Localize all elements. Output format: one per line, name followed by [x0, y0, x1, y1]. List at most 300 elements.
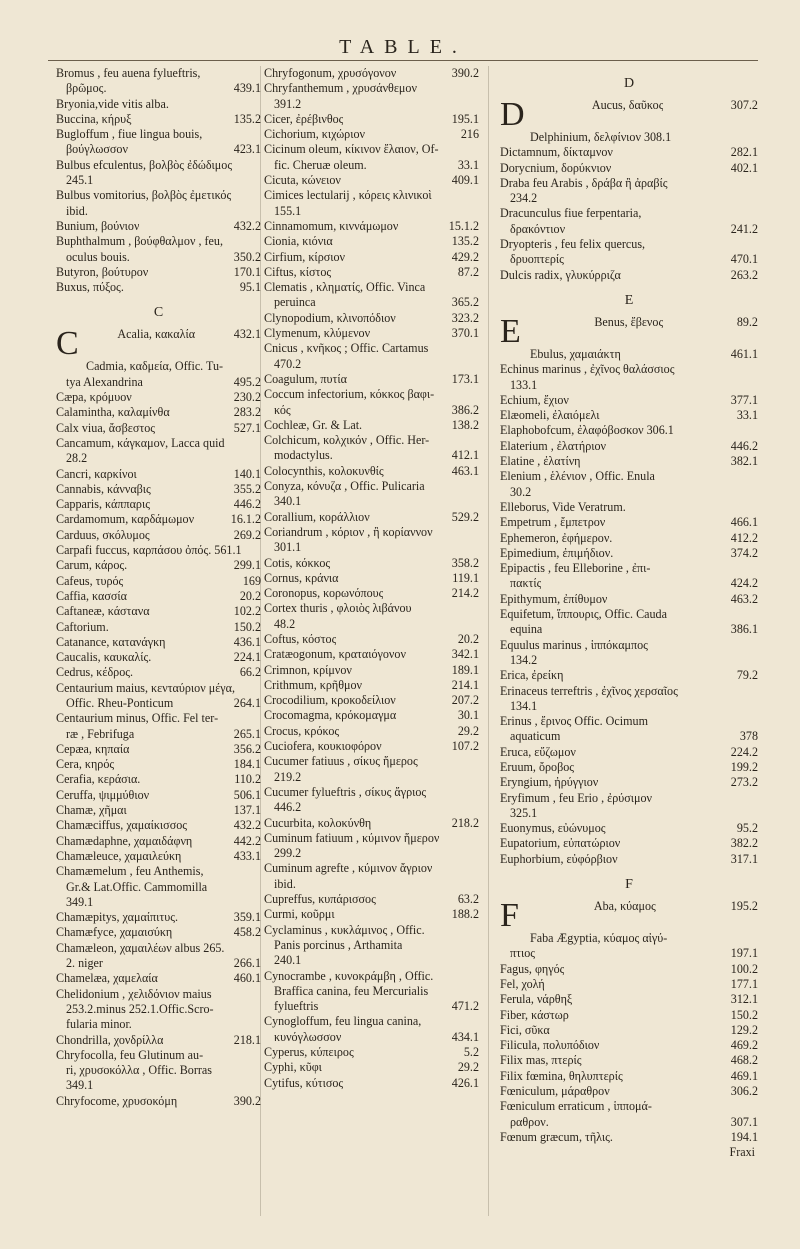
- entry-term: 253.2.minus 252.1.Offic.Scro-: [66, 1001, 214, 1016]
- index-entry: [500, 760, 758, 775]
- index-entry: [56, 280, 261, 295]
- index-entry: [264, 601, 479, 616]
- index-entry: [264, 403, 479, 418]
- index-page: [48, 30, 758, 1220]
- index-entry: [500, 454, 758, 469]
- entry-page-number: [258, 451, 261, 466]
- index-entry: [500, 423, 758, 438]
- index-entry: [264, 877, 479, 892]
- index-entry: [56, 512, 261, 527]
- index-entry: [500, 176, 758, 191]
- entry-term: Caffia, κασσία: [56, 588, 127, 603]
- index-entry: [264, 387, 479, 402]
- entry-term: Elæomeli, ἐλαιόμελι: [500, 408, 600, 423]
- entry-term: Caftorium.: [56, 619, 109, 634]
- index-entry: [56, 1063, 261, 1078]
- drop-initial: F: [500, 897, 519, 935]
- entry-term: Ephemeron, ἐφήμερον.: [500, 530, 613, 545]
- entry-term: Cerafia, κεράσια.: [56, 772, 141, 787]
- index-entry: [500, 946, 758, 961]
- index-entry: [56, 818, 261, 833]
- entry-term: Crithmum, κρῆθμον: [264, 677, 363, 692]
- index-entry: [264, 372, 479, 387]
- entry-term: Bulbus efculentus, βολβὸς ἐδώδιμος: [56, 157, 233, 172]
- index-entry: [500, 1084, 758, 1099]
- entry-page-number: 263.2: [730, 267, 758, 282]
- entry-term: 219.2: [274, 769, 302, 784]
- entry-page-number: 527.1: [233, 420, 261, 435]
- entry-term: Carum, κάρος.: [56, 558, 128, 573]
- index-entry: [500, 821, 758, 836]
- entry-term: Cratæogonum, κραταιόγονον: [264, 647, 406, 662]
- section-letter: E: [624, 292, 634, 308]
- entry-page-number: [755, 191, 758, 206]
- entry-page-number: [258, 1017, 261, 1032]
- entry-page-number: 16.1.2: [230, 512, 261, 527]
- entry-page-number: [476, 97, 479, 112]
- index-entry: [264, 97, 479, 112]
- index-entry: [56, 127, 261, 142]
- entry-term: Chamelæa, χαμελαία: [56, 971, 158, 986]
- entry-page-number: 299.1: [233, 558, 261, 573]
- entry-page-number: 214.2: [451, 586, 479, 601]
- entry-page-number: 466.1: [730, 515, 758, 530]
- index-column-3: [500, 66, 758, 1161]
- entry-page-number: [476, 785, 479, 800]
- entry-page-number: 350.2: [233, 249, 261, 264]
- index-entry: [500, 237, 758, 252]
- entry-term: Cimices lectularij , κόρεις κλινικοὶ: [264, 188, 432, 203]
- index-entry: [500, 1099, 758, 1114]
- entry-term: Dryopteris , feu felix quercus,: [500, 237, 646, 252]
- entry-page-number: 20.2: [239, 588, 261, 603]
- index-entry: [500, 1130, 758, 1145]
- index-entry: [264, 739, 479, 754]
- entry-term: Gr.& Lat.Offic. Cammomilla: [66, 879, 208, 894]
- entry-term: Cicuta, κώνειον: [264, 173, 341, 188]
- entry-term: tya Alexandrina: [66, 374, 143, 389]
- entry-page-number: 218.2: [451, 815, 479, 830]
- entry-term: fic. Cheruæ oleum.: [274, 157, 367, 172]
- entry-page-number: 169: [242, 573, 261, 588]
- entry-page-number: 432.2: [233, 818, 261, 833]
- entry-page-number: 150.2: [730, 1007, 758, 1022]
- index-entry: [500, 1053, 758, 1068]
- entry-page-number: 370.1: [451, 326, 479, 341]
- entry-page-number: [755, 653, 758, 668]
- entry-term: Crocodilium, κροκοδείλιον: [264, 693, 396, 708]
- entry-term: 301.1: [274, 540, 302, 555]
- index-entry: [264, 861, 479, 876]
- section-letter: D: [623, 76, 635, 91]
- entry-term: Eryngium, ἠρύγγιον: [500, 775, 599, 790]
- entry-term: πτιος: [510, 946, 536, 961]
- entry-page-number: [476, 601, 479, 616]
- entry-term: Bromus , feu auena fylueftris,: [56, 66, 201, 80]
- entry-term: Colchicum, κολχικόν , Offic. Her-: [264, 433, 430, 448]
- entry-term: Cuminum fatiuum , κύμινον ἥμερον: [264, 830, 440, 845]
- entry-term: Cichorium, κιχώριον: [264, 127, 365, 142]
- entry-page-number: [755, 176, 758, 191]
- entry-page-number: [258, 895, 261, 910]
- entry-term: Ceruffa, ψιμμύθιον: [56, 787, 150, 802]
- entry-page-number: 468.2: [730, 1053, 758, 1068]
- index-entry: [56, 142, 261, 157]
- entry-term: Colocynthis, κολοκυνθίς: [264, 463, 384, 478]
- entry-term: Clematis , κληματίς, Offic. Vinca: [264, 280, 426, 295]
- entry-term: Calx viua, ἄσβεστος: [56, 420, 156, 435]
- index-entry: [500, 561, 758, 576]
- entry-page-number: [755, 806, 758, 821]
- index-entry: [500, 931, 758, 946]
- entry-page-number: [476, 969, 479, 984]
- entry-page-number: [476, 494, 479, 509]
- entry-term: Chamæleon, χαμαιλέων albus 265.: [56, 940, 225, 955]
- entry-term: Fici, σῦκα: [500, 1022, 550, 1037]
- entry-term: Buxus, πύξος.: [56, 280, 124, 295]
- index-entry: [264, 754, 479, 769]
- entry-term: ibid.: [66, 203, 88, 218]
- entry-term: κυνόγλωσσον: [274, 1029, 342, 1044]
- entry-term: Draba feu Arabis , δράβα ἢ ἀραβίς: [500, 175, 668, 190]
- entry-term: Ebulus, χαμαιάκτη: [530, 346, 621, 361]
- entry-term: Cuciofera, κουκιοφόρον: [264, 739, 382, 754]
- entry-page-number: [755, 500, 758, 515]
- entry-term: Fœniculum, μάραθρον: [500, 1084, 610, 1099]
- entry-term: Chamæleuce, χαμαιλεύκη: [56, 848, 182, 863]
- entry-term: 234.2: [510, 191, 538, 206]
- index-entry: [264, 173, 479, 188]
- entry-term: Fiber, κάστωρ: [500, 1007, 569, 1022]
- index-column-2: [264, 66, 479, 1091]
- entry-term: Elenium , ἑλένιον , Offic. Enula: [500, 469, 655, 484]
- index-entry: [500, 1023, 758, 1038]
- index-entry: [500, 638, 758, 653]
- index-entry: [264, 234, 479, 249]
- index-entry: [56, 204, 261, 219]
- entry-term: Echinus marinus , ἐχῖνος θαλάσσιος: [500, 362, 675, 377]
- index-entry: [500, 684, 758, 699]
- entry-term: Eruum, ὄροβος: [500, 759, 575, 774]
- entry-page-number: 436.1: [233, 634, 261, 649]
- entry-page-number: [258, 941, 261, 956]
- index-entry: [500, 699, 758, 714]
- entry-term: Coriandrum , κόριον , ἢ κορίαννον: [264, 524, 433, 539]
- entry-term: Dulcis radix, γλυκύρριζα: [500, 267, 621, 282]
- entry-page-number: [476, 754, 479, 769]
- entry-term: ibid.: [274, 876, 296, 891]
- entry-term: Cionia, κιόνια: [264, 234, 333, 249]
- entry-term: Cyphi, κῦφι: [264, 1060, 322, 1075]
- entry-term: peruinca: [274, 295, 316, 310]
- index-entry: [264, 158, 479, 173]
- entry-term: Coronopus, κορωνόπους: [264, 586, 384, 601]
- entry-page-number: [476, 142, 479, 157]
- index-entry: [500, 347, 758, 362]
- entry-term: Caucalis, καυκαλίς.: [56, 650, 152, 665]
- entry-page-number: 79.2: [736, 668, 758, 683]
- index-entry: [264, 1014, 479, 1029]
- index-entry: [56, 188, 261, 203]
- index-entry: [264, 540, 479, 555]
- entry-term: Erica, ἐρείκη: [500, 668, 564, 683]
- section-letter: F: [625, 877, 633, 893]
- entry-page-number: 382.1: [730, 454, 758, 469]
- entry-term: Cicer, ἐρέβινθος: [264, 111, 344, 126]
- entry-term: Bulbus vomitorius, βολβὸς ἐμετικός: [56, 188, 232, 203]
- index-entry: [264, 693, 479, 708]
- entry-page-number: [755, 423, 758, 438]
- entry-term: Centaurium minus, Offic. Fel ter-: [56, 711, 219, 726]
- entry-page-number: 355.2: [233, 481, 261, 496]
- index-entry: [56, 696, 261, 711]
- index-entry: [56, 219, 261, 234]
- entry-term: Equifetum, ἵππουρις, Offic. Cauda: [500, 607, 667, 622]
- index-entry: [56, 711, 261, 726]
- index-entry: [56, 451, 261, 466]
- entry-page-number: 461.1: [730, 346, 758, 361]
- entry-term: Clynopodium, κλινοπόδιον: [264, 310, 396, 325]
- index-entry: [264, 188, 479, 203]
- entry-term: Epipactis , feu Elleborine , ἐπι-: [500, 561, 651, 576]
- index-entry: [56, 864, 261, 879]
- entry-page-number: [755, 378, 758, 393]
- entry-page-number: 194.1: [730, 1129, 758, 1144]
- index-entry: [264, 510, 479, 525]
- entry-page-number: 495.2: [233, 374, 261, 389]
- entry-page-number: [258, 987, 261, 1002]
- entry-page-number: [258, 543, 261, 558]
- entry-page-number: [476, 81, 479, 96]
- entry-page-number: 137.1: [233, 803, 261, 818]
- index-entry: [264, 1030, 479, 1045]
- entry-term: Eryfimum , feu Erio , ἐρύσιμον: [500, 790, 653, 805]
- entry-page-number: 140.1: [233, 466, 261, 481]
- index-entry: [56, 543, 261, 558]
- index-entry: [56, 359, 261, 374]
- index-column-1: [56, 66, 261, 1109]
- entry-term: Cyperus, κύπειρος: [264, 1045, 354, 1059]
- index-entry: [264, 219, 479, 234]
- index-entry: [500, 191, 758, 206]
- entry-page-number: 307.1: [730, 1114, 758, 1129]
- entry-page-number: [258, 864, 261, 879]
- entry-page-number: [476, 938, 479, 953]
- index-entry: [56, 803, 261, 818]
- entry-term: Cera, κηρός: [56, 757, 115, 772]
- entry-page-number: 30.1: [457, 708, 479, 723]
- entry-term: ραθρον.: [510, 1114, 549, 1129]
- entry-page-number: 63.2: [457, 892, 479, 907]
- index-entry: [500, 378, 758, 393]
- index-entry: [264, 617, 479, 632]
- index-entry: [500, 977, 758, 992]
- index-entry: [264, 142, 479, 157]
- index-entry: [264, 785, 479, 800]
- index-entry: [264, 632, 479, 647]
- index-entry: [500, 500, 758, 515]
- entry-term: 28.2: [66, 451, 88, 466]
- index-entry: [56, 681, 261, 696]
- index-entry: [264, 556, 479, 571]
- index-entry: [500, 622, 758, 637]
- entry-page-number: [476, 387, 479, 402]
- entry-term: Chamæfyce, χαμαισύκη: [56, 925, 173, 940]
- index-entry: [500, 515, 758, 530]
- index-entry: [264, 1076, 479, 1091]
- index-entry: [56, 390, 261, 405]
- entry-page-number: 264.1: [233, 695, 261, 710]
- entry-page-number: [476, 984, 479, 999]
- page-title: TABLE.: [339, 36, 467, 58]
- entry-page-number: 102.2: [233, 604, 261, 619]
- index-entry: [56, 558, 261, 573]
- entry-page-number: 390.2: [233, 1093, 261, 1108]
- entry-term: Cuminum agrefte , κύμινον ἄγριον: [264, 861, 433, 876]
- entry-term: 245.1: [66, 173, 94, 188]
- entry-term: Crocus, κρόκος: [264, 723, 340, 738]
- index-entry: [500, 362, 758, 377]
- entry-page-number: [258, 1078, 261, 1093]
- entry-term: Crimnon, κρίμνον: [264, 662, 352, 677]
- entry-term: 470.2: [274, 356, 302, 371]
- entry-term: Cucurbita, κολοκύνθη: [264, 815, 372, 830]
- entry-page-number: 469.1: [730, 1068, 758, 1083]
- entry-page-number: 15.1.2: [448, 218, 479, 233]
- entry-page-number: [755, 130, 758, 145]
- index-entry: [56, 1033, 261, 1048]
- entry-term: Erinaceus terreftris , ἐχῖνος χερσαῖος: [500, 683, 678, 698]
- entry-term: 134.1: [510, 698, 538, 713]
- entry-page-number: 424.2: [730, 576, 758, 591]
- entry-page-number: [755, 1099, 758, 1114]
- entry-term: Chamæpitys, χαμαίπιτυς.: [56, 910, 179, 925]
- entry-page-number: 5.2: [463, 1045, 479, 1059]
- entry-page-number: [258, 234, 261, 249]
- entry-term: Buphthalmum , βούφθαλμον , feu,: [56, 234, 223, 249]
- entry-term: 325.1: [510, 805, 538, 820]
- entry-page-number: 471.2: [451, 999, 479, 1014]
- entry-term: Ciftus, κίστος: [264, 264, 332, 279]
- index-entry: [500, 469, 758, 484]
- entry-term: Bunium, βούνιον: [56, 218, 140, 233]
- index-entry: [500, 268, 758, 283]
- index-entry: [500, 962, 758, 977]
- index-entry: [500, 592, 758, 607]
- index-entry: [56, 158, 261, 173]
- entry-term: Chryfogonum, χρυσόγονον: [264, 66, 397, 80]
- entry-term: Cochleæ, Gr. & Lat.: [264, 417, 363, 432]
- entry-page-number: 33.1: [457, 157, 479, 172]
- entry-page-number: 429.2: [451, 249, 479, 264]
- entry-page-number: [476, 1014, 479, 1029]
- entry-term: Aba, κύαμος: [593, 899, 656, 914]
- index-entry: [500, 852, 758, 867]
- entry-term: Cæpa, κρόμυον: [56, 390, 132, 405]
- entry-term: Elleborus, Vide Veratrum.: [500, 499, 626, 514]
- entry-term: Cortex thuris , φλοιὸς λιβάνου: [264, 601, 412, 616]
- index-entry: [56, 325, 261, 363]
- entry-page-number: 442.2: [233, 833, 261, 848]
- entry-page-number: 265.1: [233, 726, 261, 741]
- index-entry: [56, 173, 261, 188]
- index-entry: [264, 647, 479, 662]
- entry-term: Chamæciffus, χαμαίκισσος: [56, 818, 188, 833]
- entry-page-number: 29.2: [457, 1060, 479, 1075]
- entry-page-number: 386.1: [730, 622, 758, 637]
- entry-page-number: 382.2: [730, 836, 758, 851]
- index-entry: [56, 234, 261, 249]
- entry-page-number: [258, 1063, 261, 1078]
- entry-page-number: 470.1: [730, 252, 758, 267]
- index-entry: [56, 635, 261, 650]
- entry-page-number: 95.2: [736, 821, 758, 836]
- entry-term: Cucumer fylueftris , σίκυς ἄγριος: [264, 784, 427, 799]
- entry-page-number: [755, 699, 758, 714]
- index-entry: [56, 436, 261, 451]
- index-entry: [56, 788, 261, 803]
- entry-term: Empetrum , ἔμπετρον: [500, 515, 606, 530]
- entry-page-number: [755, 362, 758, 377]
- entry-page-number: 506.1: [233, 787, 261, 802]
- entry-page-number: 216: [460, 127, 479, 142]
- entry-page-number: 365.2: [451, 295, 479, 310]
- index-entry: [56, 81, 261, 96]
- entry-page-number: 423.1: [233, 142, 261, 157]
- entry-term: Cynocrambe , κυνοκράμβη , Offic.: [264, 968, 434, 983]
- index-entry: [264, 1060, 479, 1075]
- entry-page-number: 129.2: [730, 1022, 758, 1037]
- entry-page-number: [258, 436, 261, 451]
- entry-term: πακτίς: [510, 576, 542, 591]
- entry-page-number: 306.2: [730, 1084, 758, 1099]
- index-entry: [56, 727, 261, 742]
- entry-term: Fœnum græcum, τῆλις.: [500, 1129, 613, 1144]
- entry-page-number: 433.1: [233, 848, 261, 863]
- entry-page-number: [476, 188, 479, 203]
- entry-term: Dorycnium, δορύκνιον: [500, 160, 612, 175]
- entry-term: Epithymum, ἐπίθυμον: [500, 591, 608, 606]
- drop-initial: C: [56, 325, 79, 363]
- entry-term: 30.2: [510, 484, 532, 499]
- entry-term: δρυοπτερίς: [510, 252, 564, 267]
- entry-page-number: 20.2: [457, 631, 479, 646]
- entry-page-number: 386.2: [451, 402, 479, 417]
- entry-term: Catanance, κατανάγκη: [56, 634, 166, 649]
- index-entry: [56, 604, 261, 619]
- entry-page-number: [476, 341, 479, 356]
- entry-term: 48.2: [274, 616, 296, 631]
- index-entry: [500, 1145, 758, 1160]
- entry-page-number: [755, 931, 758, 946]
- index-entry: [264, 938, 479, 953]
- entry-term: Cinnamomum, κιννάμωμον: [264, 218, 399, 233]
- entry-page-number: 170.1: [233, 264, 261, 279]
- entry-page-number: 230.2: [233, 390, 261, 405]
- entry-term: 349.1: [66, 894, 94, 909]
- entry-page-number: [476, 204, 479, 219]
- entry-term: 134.2: [510, 652, 538, 667]
- index-entry: [56, 1017, 261, 1032]
- entry-page-number: 377.1: [730, 392, 758, 407]
- entry-page-number: 390.2: [451, 66, 479, 80]
- entry-term: Cnicus , κνῆκος ; Offic. Cartamus: [264, 341, 429, 356]
- entry-term: Epimedium, ἐπιμήδιον.: [500, 545, 614, 560]
- entry-term: ri, χρυσοκόλλα , Offic. Borras: [66, 1063, 212, 1078]
- index-entry: [500, 485, 758, 500]
- entry-page-number: 266.1: [233, 956, 261, 971]
- entry-term: Carpafi fuccus, καρπάσου ὀπός. 561.1: [56, 543, 242, 558]
